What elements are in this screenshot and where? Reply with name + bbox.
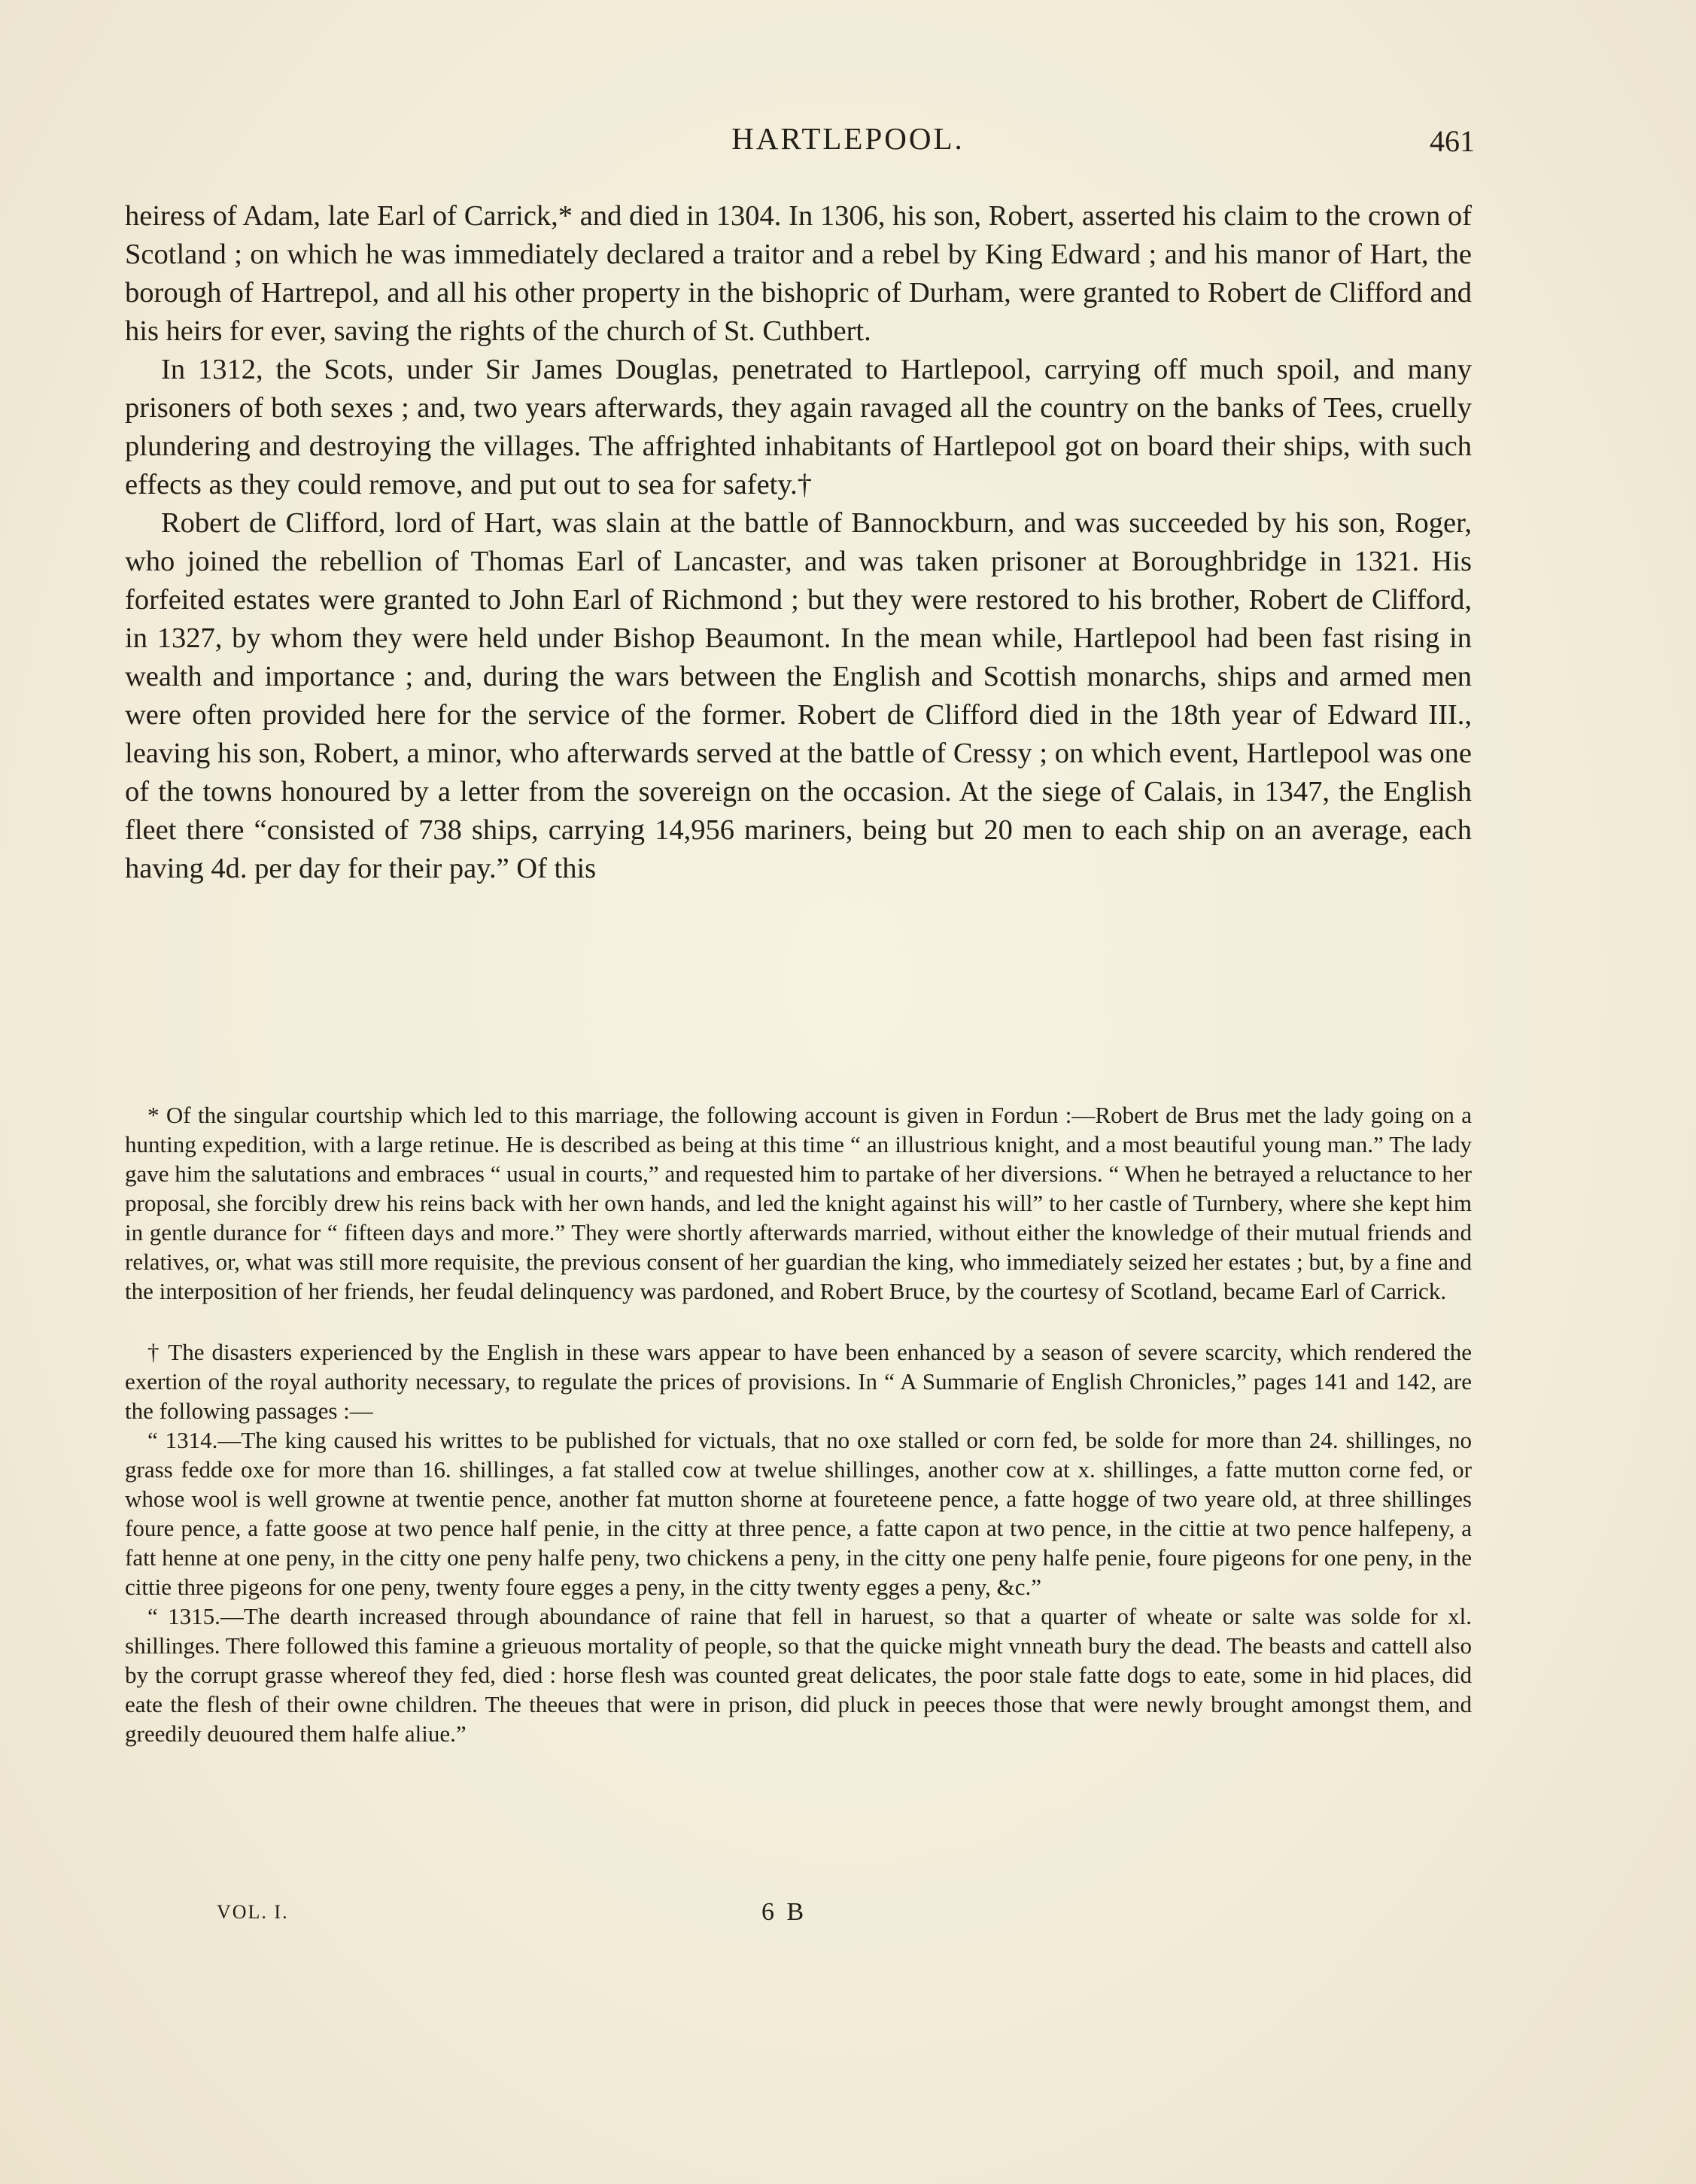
footnote-quote-1315: “ 1315.—The dearth increased through aboundance of raine that fell in haruest, so that a quarter of wheate or salte was solde for xl. shillinges. There followed this famine a grieuous mortality of people, so that the quicke might vnneath bury the dead. The beasts and cattell also by the corrupt grasse whereof they fed, died : horse flesh was counted great delicates, the poor stale fatte dogs to eate, some in hid places, did eate the flesh of their owne children. The theeues that were in prison, did pluck in peeces those that were newly brought amongst them, and greedily deuoured them halfe aliue.” <box>125 1603 1472 1747</box>
signature-mark: 6 B <box>761 1898 807 1926</box>
body-paragraph: In 1312, the Scots, under Sir James Douglas, penetrated to Hartlepool, carrying off much spoil, and many prisoners of both sexes ; and, two years afterwards, they again ravaged all the country on the banks of Tees, cruelly plundering and destroying the villages. The affrighted inhabitants of Hartlepool got on board their ships, with such effects as they could remove, and put out to sea for safety.† <box>125 354 1472 500</box>
page-footer <box>0 1898 1696 1931</box>
footnotes <box>125 1100 1472 1748</box>
running-title: HARTLEPOOL. <box>731 121 965 156</box>
footnote-dagger: † The disasters experienced by the English in these wars appear to have been enhanced by a season of severe scarcity, which rendered the exertion of the royal authority necessary, to regulate the prices of provisions. In “ A Summarie of English Chronicles,” pages 141 and 142, are the following passages :— <box>125 1339 1472 1424</box>
page-number: 461 <box>1430 124 1475 158</box>
body-paragraph: heiress of Adam, late Earl of Carrick,* and died in 1304. In 1306, his son, Robert, asserted his claim to the crown of Scotland ; on which he was immediately declared a traitor and a rebel by King Edward ; and his manor of Hart, the borough of Hartrepol, and all his other property in the bishopric of Durham, were granted to Robert de Clifford and his heirs for ever, saving the rights of the church of St. Cuthbert. <box>125 200 1472 347</box>
footnote-asterisk: * Of the singular courtship which led to this marriage, the following account is given in Fordun :—Robert de Brus met the lady going on a hunting expedition, with a large retinue. He is described as being at this time “ an illustrious knight, and a most beautiful young man.” The lady gave him the salutations and embraces “ usual in courts,” and requested him to partake of her diversions. “ When he betrayed a reluctance to her proposal, she forcibly drew his reins back with her own hands, and led the knight against his will” to her castle of Turnbery, where she kept him in gentle durance for “ fifteen days and more.” They were shortly afterwards married, without either the knowledge of their mutual friends and relatives, or, what was still more requisite, the previous consent of her guardian the king, who immediately seized her estates ; but, by a fine and the interposition of her friends, her feudal delinquency was pardoned, and Robert Bruce, by the courtesy of Scotland, became Earl of Carrick. <box>125 1102 1472 1304</box>
body-paragraph: Robert de Clifford, lord of Hart, was slain at the battle of Bannockburn, and was succeeded by his son, Roger, who joined the rebellion of Thomas Earl of Lancaster, and was taken prisoner at Boroughbridge in 1321. His forfeited estates were granted to John Earl of Richmond ; but they were restored to his brother, Robert de Clifford, in 1327, by whom they were held under Bishop Beaumont. In the mean while, Hartlepool had been fast rising in wealth and importance ; and, during the wars between the English and Scottish monarchs, ships and armed men were often provided here for the service of the former. Robert de Clifford died in the 18th year of Edward III., leaving his son, Robert, a minor, who afterwards served at the battle of Cressy ; on which event, Hartlepool was one of the towns honoured by a letter from the sovereign on the occasion. At the siege of Calais, in 1347, the English fleet there “consisted of 738 ships, carrying 14,956 mariners, being but 20 men to each ship on an average, each having 4d. per day for their pay.” Of this <box>125 507 1472 884</box>
main-text <box>125 197 1472 888</box>
running-head <box>0 120 1696 166</box>
volume-mark: VOL. I. <box>217 1901 289 1923</box>
footnote-quote-1314: “ 1314.—The king caused his writtes to be published for victuals, that no oxe stalled or corn fed, be solde for more than 24. shillinges, no grass fedde oxe for more than 16. shillinges, a fat stalled cow at twelue shillinges, another cow at x. shillinges, a fatte mutton corne fed, or whose wool is well growne at twentie pence, another fat mutton shorne at foureteene pence, a fatte hogge of two yeare old, at three shillinges foure pence, a fatte goose at two pence half penie, in the citty at three pence, a fatte capon at two pence, in the cittie at two pence halfepeny, a fatt henne at one peny, in the citty one peny halfe peny, two chickens a peny, in the citty one peny halfe penie, foure pigeons for one peny, in the cittie three pigeons for one peny, twenty foure egges a peny, in the citty twenty egges a peny, &c.” <box>125 1427 1472 1600</box>
